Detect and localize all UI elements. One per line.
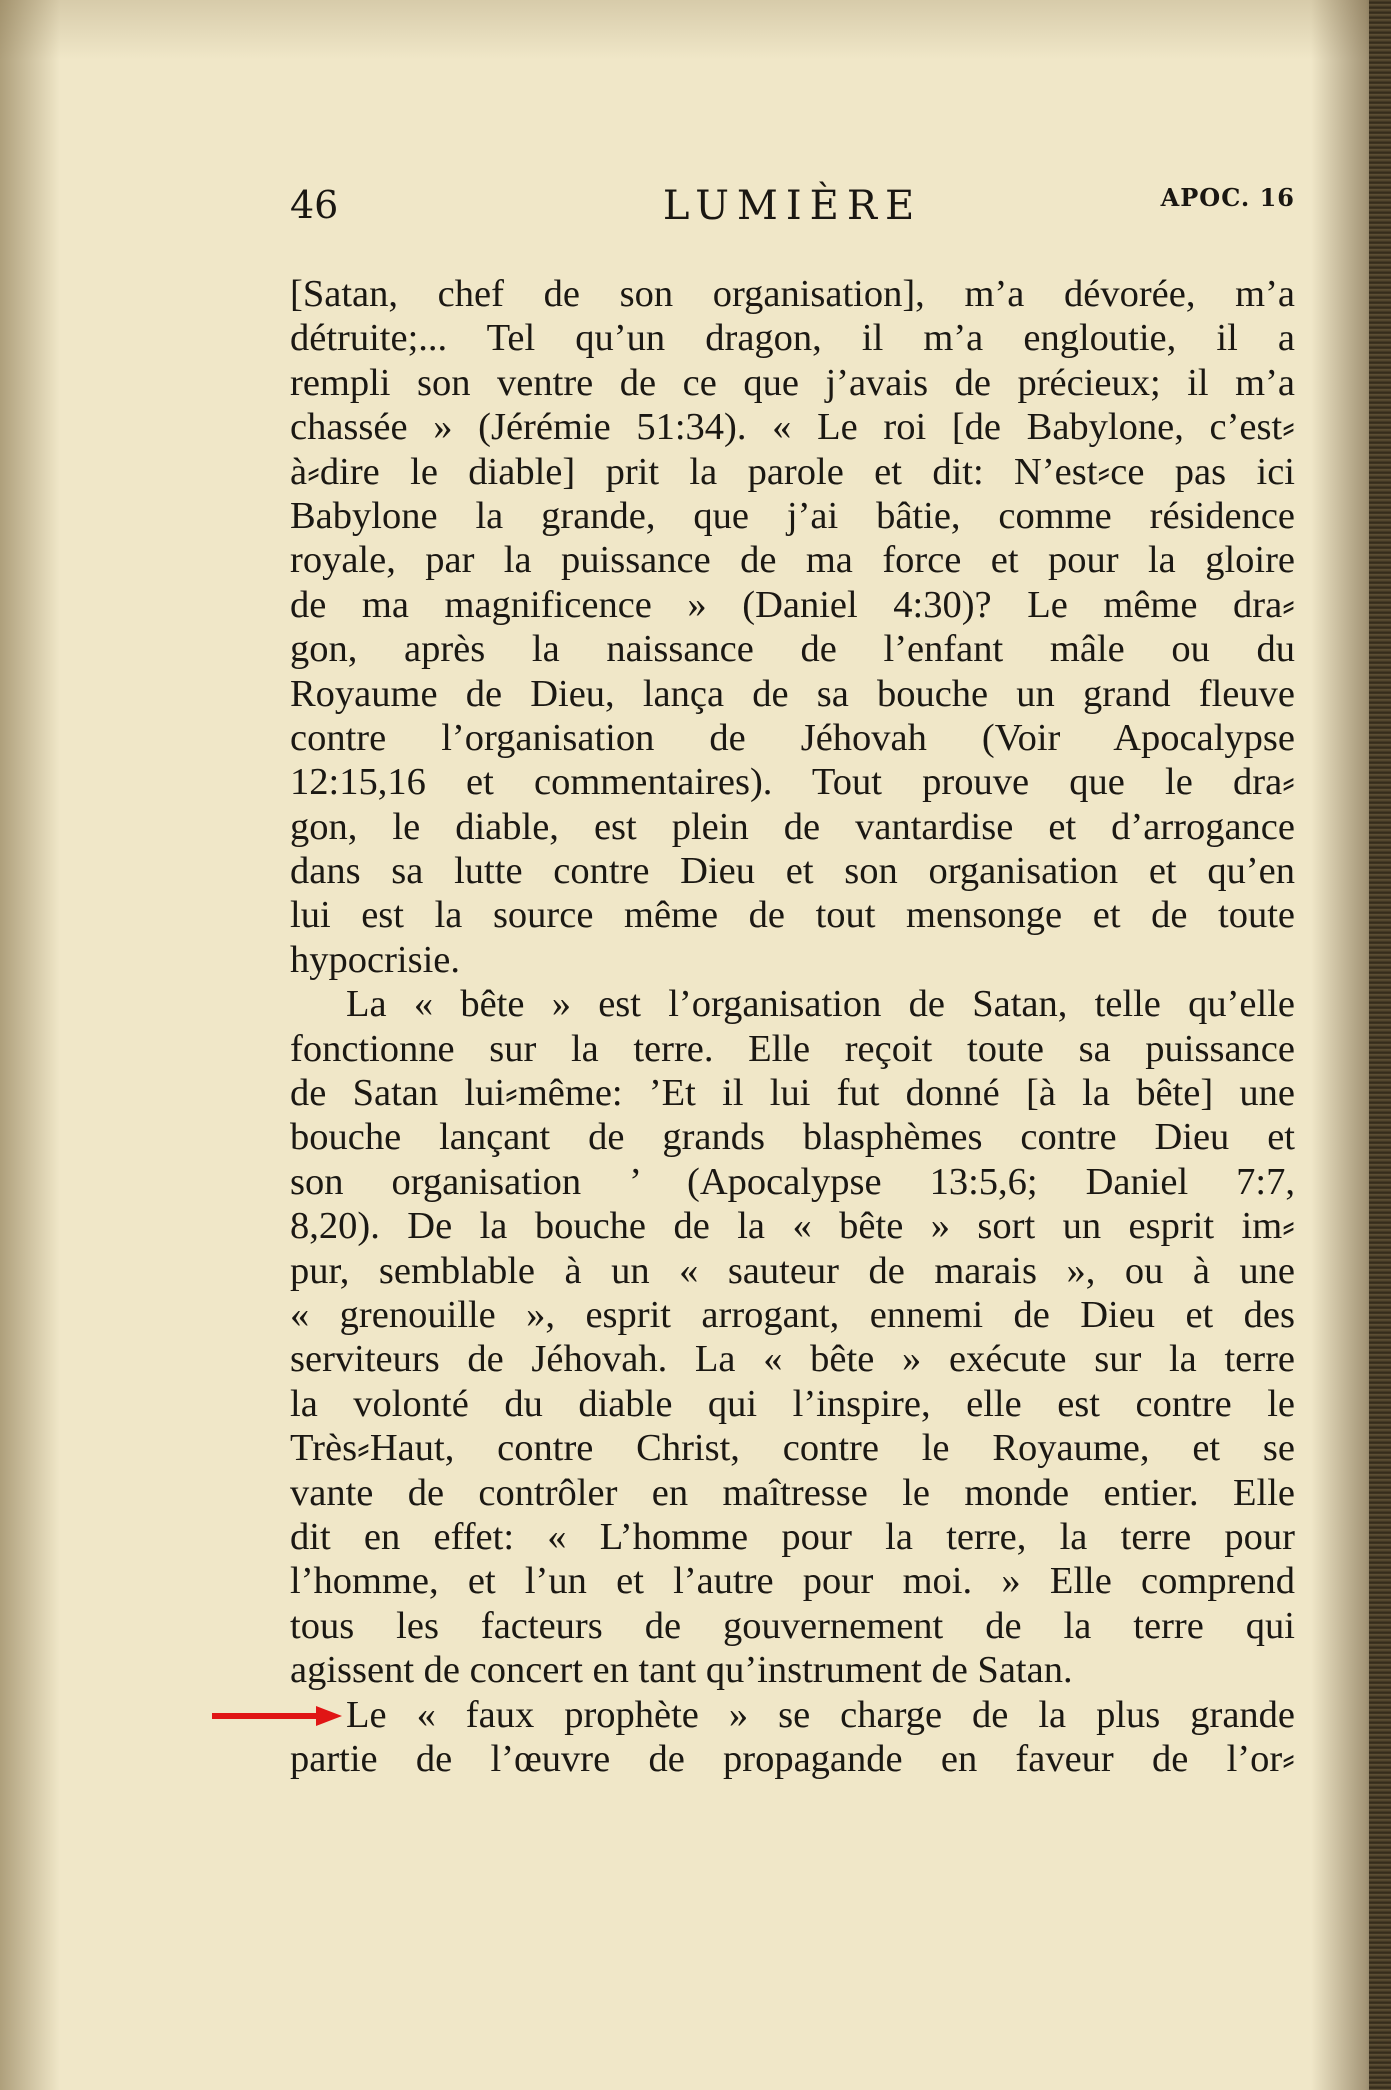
section-reference: APOC. 16: [1160, 183, 1295, 212]
text-line: son organisation ’ (Apocalypse 13:5,6; Daniel 7:7,: [290, 1160, 1295, 1203]
text-line: « grenouille », esprit arrogant, ennemi de Dieu et des: [290, 1293, 1295, 1336]
text-line: gon, le diable, est plein de vantardise et d’arrogance: [290, 805, 1295, 848]
highlighted-paragraph-line: Le « faux prophète » se charge de la plus grande: [346, 1693, 1295, 1736]
text-line: dans sa lutte contre Dieu et son organisation et qu’en: [290, 850, 1295, 893]
text-line: partie de l’œuvre de propagande en faveur de l’or⸗: [290, 1737, 1295, 1780]
text-line: la volonté du diable qui l’inspire, elle est contre le: [290, 1382, 1295, 1425]
text-line: rempli son ventre de ce que j’avais de précieux; il m’a: [290, 361, 1295, 404]
right-arrow-icon: [212, 1704, 342, 1728]
body-text: [290, 272, 1295, 1781]
paragraph-start-line: La « bête » est l’organisation de Satan, telle qu’elle: [346, 983, 1295, 1026]
page-number: 46: [290, 183, 339, 227]
page-header: [290, 183, 1295, 233]
text-line: gon, après la naissance de l’enfant mâle ou du: [290, 628, 1295, 671]
text-line: tous les facteurs de gouvernement de la terre qui: [290, 1604, 1295, 1647]
text-line: 12:15,16 et commentaires). Tout prouve que le dra⸗: [290, 761, 1295, 804]
text-line: l’homme, et l’un et l’autre pour moi. » Elle comprend: [290, 1560, 1295, 1603]
text-line: serviteurs de Jéhovah. La « bête » exécute sur la terre: [290, 1338, 1295, 1381]
text-line: chassée » (Jérémie 51:34). « Le roi [de Babylone, c’est⸗: [290, 406, 1295, 449]
arrow-head: [316, 1706, 342, 1726]
text-line: à⸗dire le diable] prit la parole et dit: N’est⸗ce pas ici: [290, 450, 1295, 493]
text-line: de ma magnificence » (Daniel 4:30)? Le même dra⸗: [290, 583, 1295, 626]
text-line: bouche lançant de grands blasphèmes contre Dieu et: [290, 1116, 1295, 1159]
text-line: 8,20). De la bouche de la « bête » sort un esprit im⸗: [290, 1205, 1295, 1248]
text-line: dit en effet: « L’homme pour la terre, la terre pour: [290, 1515, 1295, 1558]
text-line: fonctionne sur la terre. Elle reçoit toute sa puissance: [290, 1027, 1295, 1070]
text-line: détruite;... Tel qu’un dragon, il m’a engloutie, il a: [290, 317, 1295, 360]
text-line: pur, semblable à un « sauteur de marais », ou à une: [290, 1249, 1295, 1292]
text-line: [Satan, chef de son organisation], m’a dévorée, m’a: [290, 273, 1295, 315]
running-title: LUMIÈRE: [662, 183, 923, 229]
text-line: royale, par la puissance de ma force et pour la gloire: [290, 539, 1295, 582]
text-line: contre l’organisation de Jéhovah (Voir Apocalypse: [290, 716, 1295, 759]
text-line: lui est la source même de tout mensonge et de toute: [290, 894, 1295, 937]
text-line: Babylone la grande, que j’ai bâtie, comme résidence: [290, 494, 1295, 537]
text-line: vante de contrôler en maîtresse le monde entier. Elle: [290, 1471, 1295, 1514]
page-edge: [1369, 0, 1391, 2090]
text-line: Très⸗Haut, contre Christ, contre le Royaume, et se: [290, 1427, 1295, 1470]
text-line: agissent de concert en tant qu’instrument de Satan.: [290, 1649, 1073, 1692]
text-line: de Satan lui⸗même: ’Et il lui fut donné [à la bête] une: [290, 1072, 1295, 1115]
text-line: Royaume de Dieu, lança de sa bouche un grand fleuve: [290, 672, 1295, 715]
text-line: hypocrisie.: [290, 938, 460, 981]
